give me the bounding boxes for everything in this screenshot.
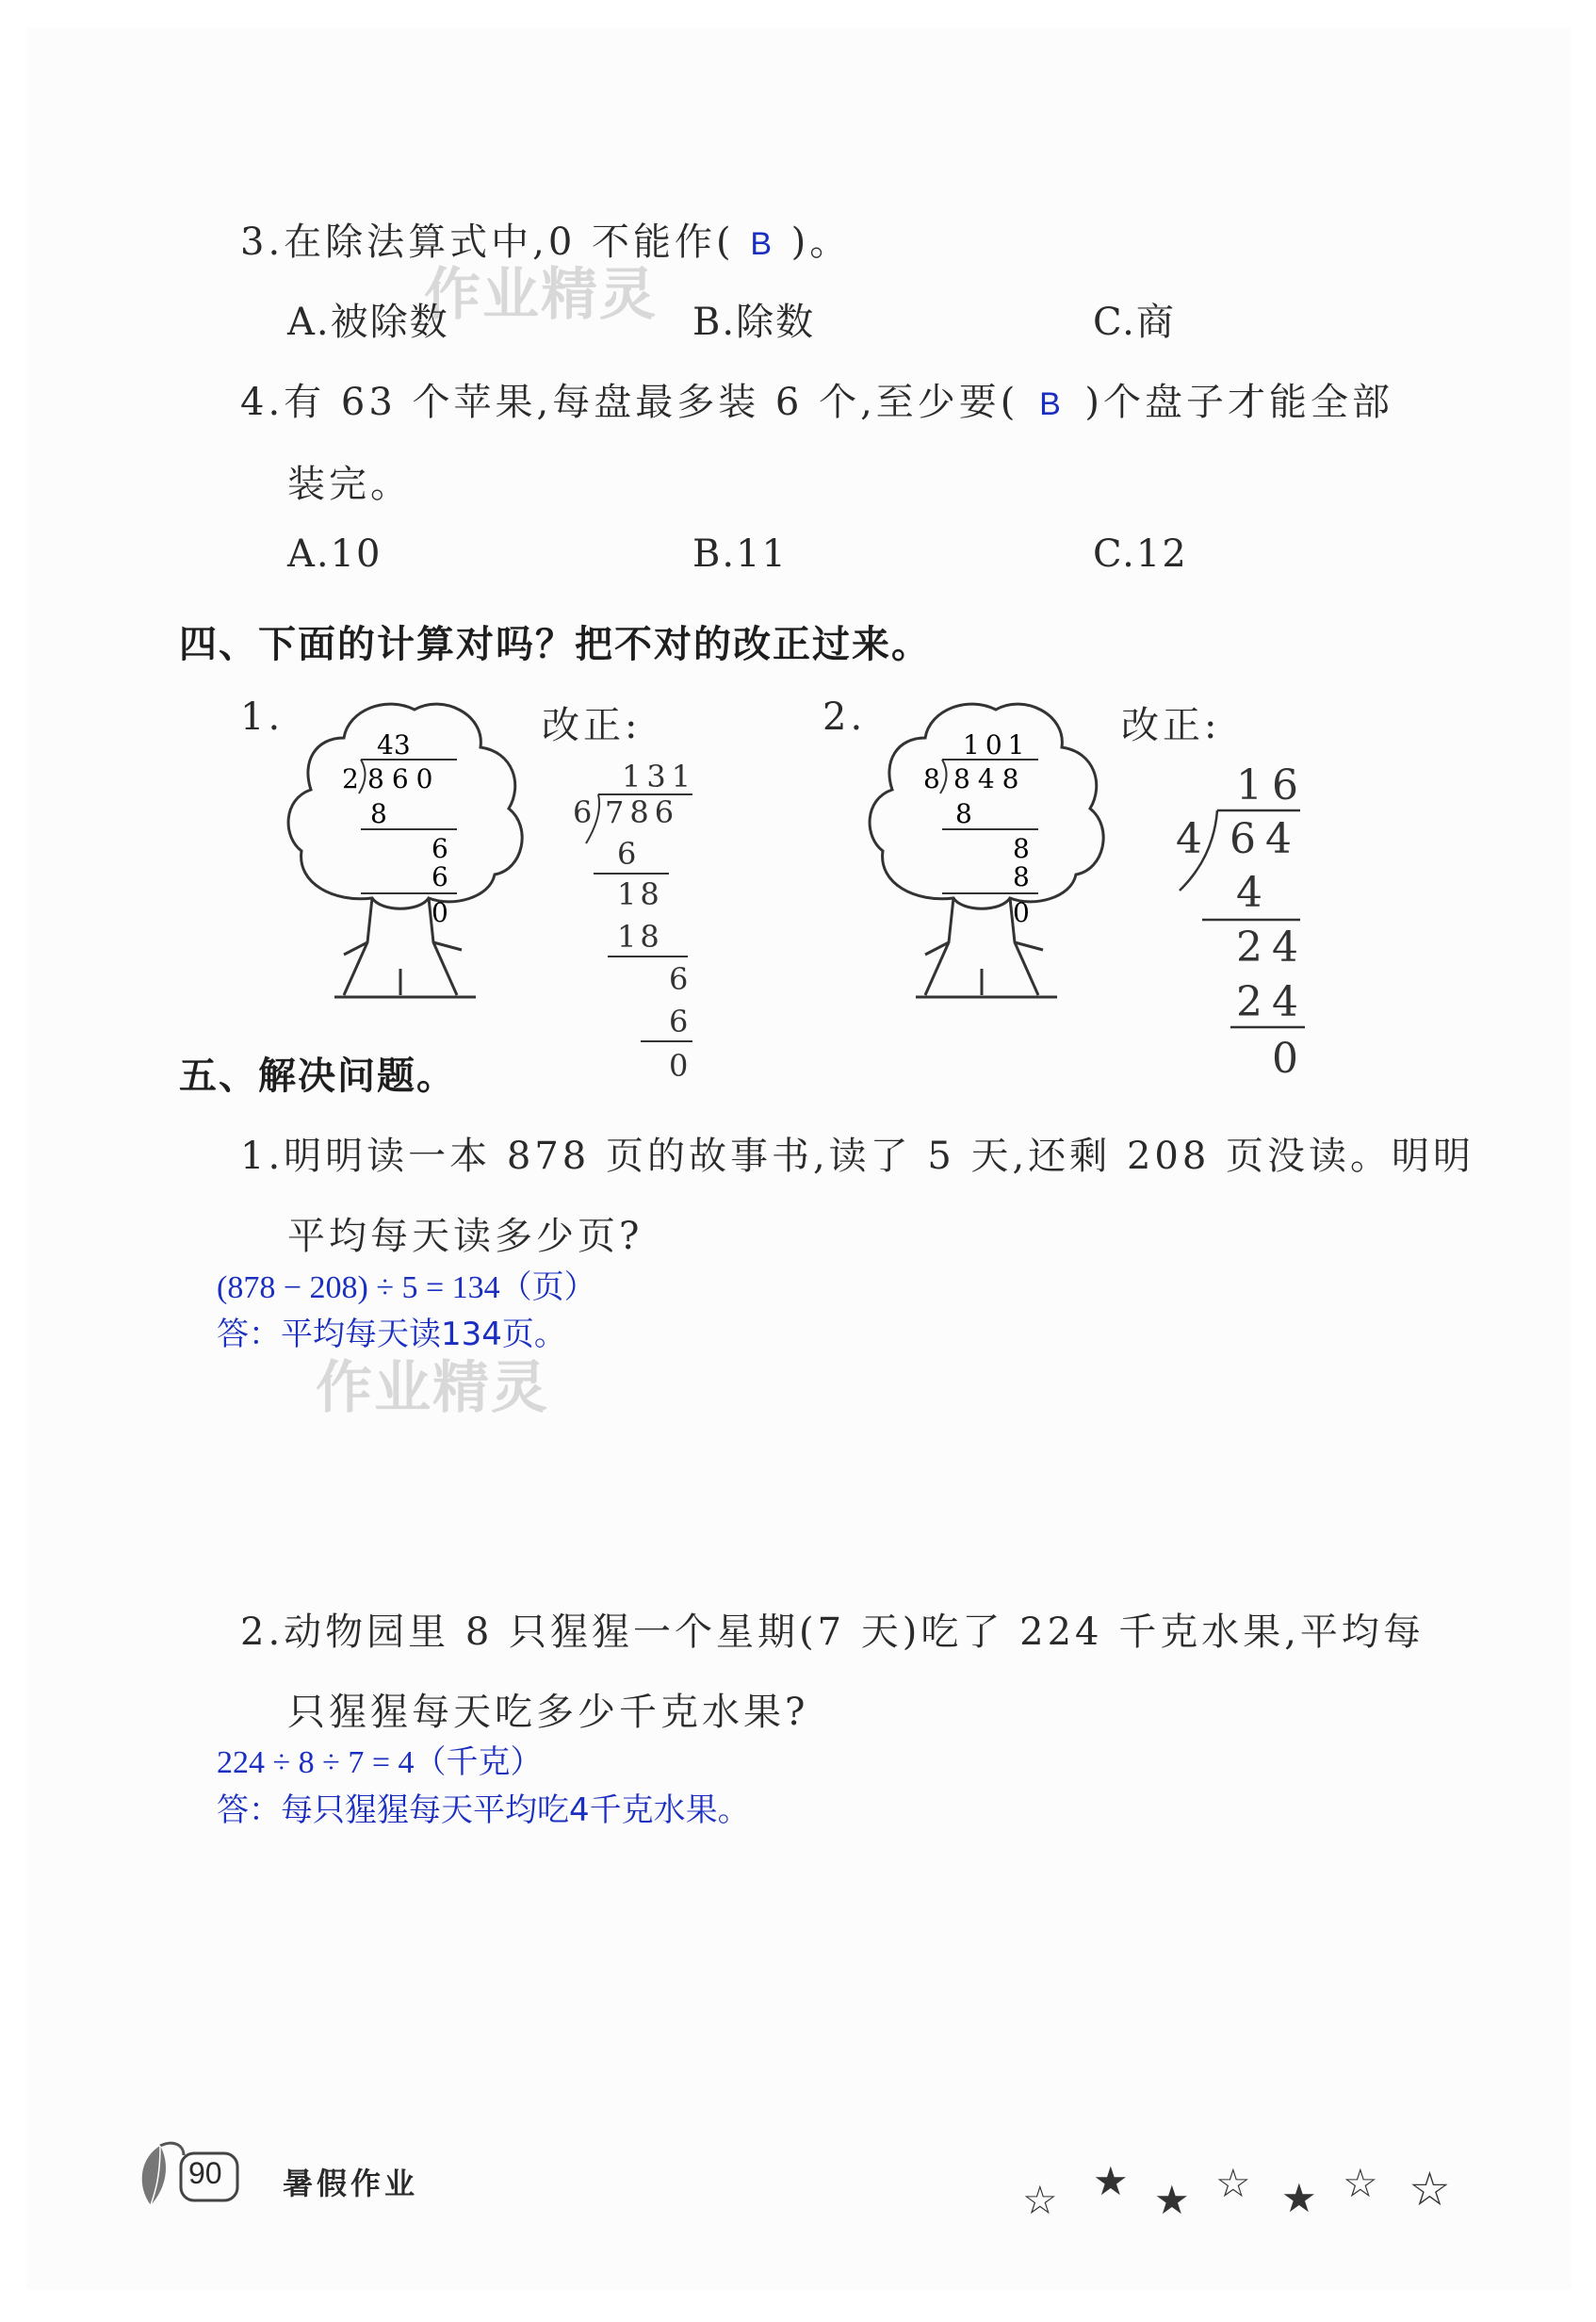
corrected-1-step-6: 0 [669, 1048, 689, 1084]
tree-1-dividend: 860 [367, 763, 441, 794]
question-3-stem-after: )。 [790, 221, 852, 264]
tree-division-2 [859, 695, 1118, 1011]
corrected-1-quotient: 131 [622, 759, 697, 794]
corrected-1-dividend: 786 [605, 794, 680, 830]
star-1-icon: ☆ [1022, 2177, 1058, 2223]
problem-2-answer: 答：每只猩猩每天平均吃4千克水果。 [217, 1791, 750, 1829]
tree-2-step-2: 8 [1013, 833, 1030, 864]
watermark-2: 作业精灵 [316, 1355, 549, 1421]
section-4-title: 四、下面的计算对吗？把不对的改正过来。 [179, 623, 931, 666]
corrected-2-step-4: 0 [1272, 1035, 1298, 1083]
item-2-number: 2. [822, 695, 867, 739]
tree-1-divisor: 2 [342, 763, 359, 794]
tree-2-step-4: 0 [1013, 897, 1030, 928]
corrected-1-step-5: 6 [669, 1004, 689, 1039]
question-3-option-b: B.除数 [692, 301, 816, 344]
problem-1-line-1: 1.明明读一本 878 页的故事书,读了 5 天,还剩 208 页没读。明明 [240, 1135, 1475, 1178]
tree-1-step-1: 8 [370, 798, 387, 829]
problem-1-work: (878 − 208) ÷ 5 = 134（页） [217, 1270, 596, 1305]
corrected-1-divisor: 6 [573, 794, 593, 830]
page-number: 90 [188, 2156, 222, 2190]
question-4-option-c: C.12 [1093, 532, 1188, 576]
star-4-icon: ☆ [1215, 2160, 1251, 2206]
item-1-number: 1. [240, 695, 285, 739]
star-7-icon: ☆ [1409, 2162, 1451, 2216]
question-4-stem-before: 4.有 63 个苹果,每盘最多装 6 个,至少要( [240, 381, 1019, 424]
problem-2-work: 224 ÷ 8 ÷ 7 = 4（千克） [217, 1745, 543, 1780]
star-3-icon: ★ [1154, 2177, 1190, 2223]
star-2-icon: ★ [1093, 2158, 1129, 2204]
problem-2-line-1: 2.动物园里 8 只猩猩一个星期(7 天)吃了 224 千克水果,平均每 [240, 1611, 1425, 1654]
tree-division-1 [278, 695, 537, 1011]
corrected-2-step-2: 24 [1236, 924, 1308, 972]
corrected-2-step-3: 24 [1236, 978, 1308, 1026]
problem-1-line-2: 平均每天读多少页? [287, 1215, 643, 1258]
question-4-stem-after: )个盘子才能全部 [1084, 381, 1394, 424]
question-3-option-c: C.商 [1093, 301, 1176, 344]
tree-1-step-2: 6 [432, 833, 448, 864]
corrected-1-step-2: 18 [617, 876, 663, 912]
corrected-2-divisor: 4 [1176, 815, 1202, 863]
corrected-2-quotient: 16 [1236, 763, 1308, 809]
corrected-1-step-1: 6 [617, 836, 637, 872]
question-4-option-a: A.10 [287, 532, 383, 576]
watermark-1: 作业精灵 [424, 262, 658, 328]
corrected-1-step-4: 6 [669, 961, 689, 997]
item-1-correction-label: 改正: [542, 704, 642, 747]
item-2-correction-label: 改正: [1121, 704, 1221, 747]
tree-2-step-1: 8 [955, 798, 972, 829]
problem-2-line-2: 只猩猩每天吃多少千克水果? [287, 1691, 809, 1734]
section-5-title: 五、解决问题。 [179, 1055, 456, 1098]
corrected-division-2 [1168, 763, 1319, 1088]
tree-1-step-4: 0 [432, 897, 448, 928]
question-4 [240, 372, 1393, 426]
star-6-icon: ☆ [1343, 2160, 1378, 2206]
tree-1-step-3: 6 [432, 861, 448, 892]
star-5-icon: ★ [1281, 2175, 1317, 2221]
tree-2-quotient: 101 [963, 729, 1031, 760]
question-4-option-b: B.11 [692, 532, 789, 576]
question-3-answer: B [750, 226, 775, 262]
question-3-stem-before: 3.在除法算式中,0 不能作( [240, 221, 735, 264]
corrected-2-step-1: 4 [1236, 869, 1262, 917]
corrected-division-1 [565, 759, 707, 1084]
question-4-answer: B [1039, 386, 1065, 422]
question-3-option-a: A.被除数 [287, 301, 449, 344]
problem-1-answer: 答：平均每天读134页。 [217, 1316, 566, 1353]
corrected-2-dividend: 64 [1230, 815, 1301, 863]
tree-2-dividend: 848 [953, 763, 1027, 794]
corrected-1-step-3: 18 [617, 919, 663, 955]
question-4-line-2: 装完。 [287, 463, 412, 506]
tree-2-divisor: 8 [923, 763, 940, 794]
footer-title: 暑假作业 [283, 2166, 419, 2201]
tree-1-quotient: 43 [377, 729, 411, 760]
tree-2-step-3: 8 [1013, 861, 1030, 892]
